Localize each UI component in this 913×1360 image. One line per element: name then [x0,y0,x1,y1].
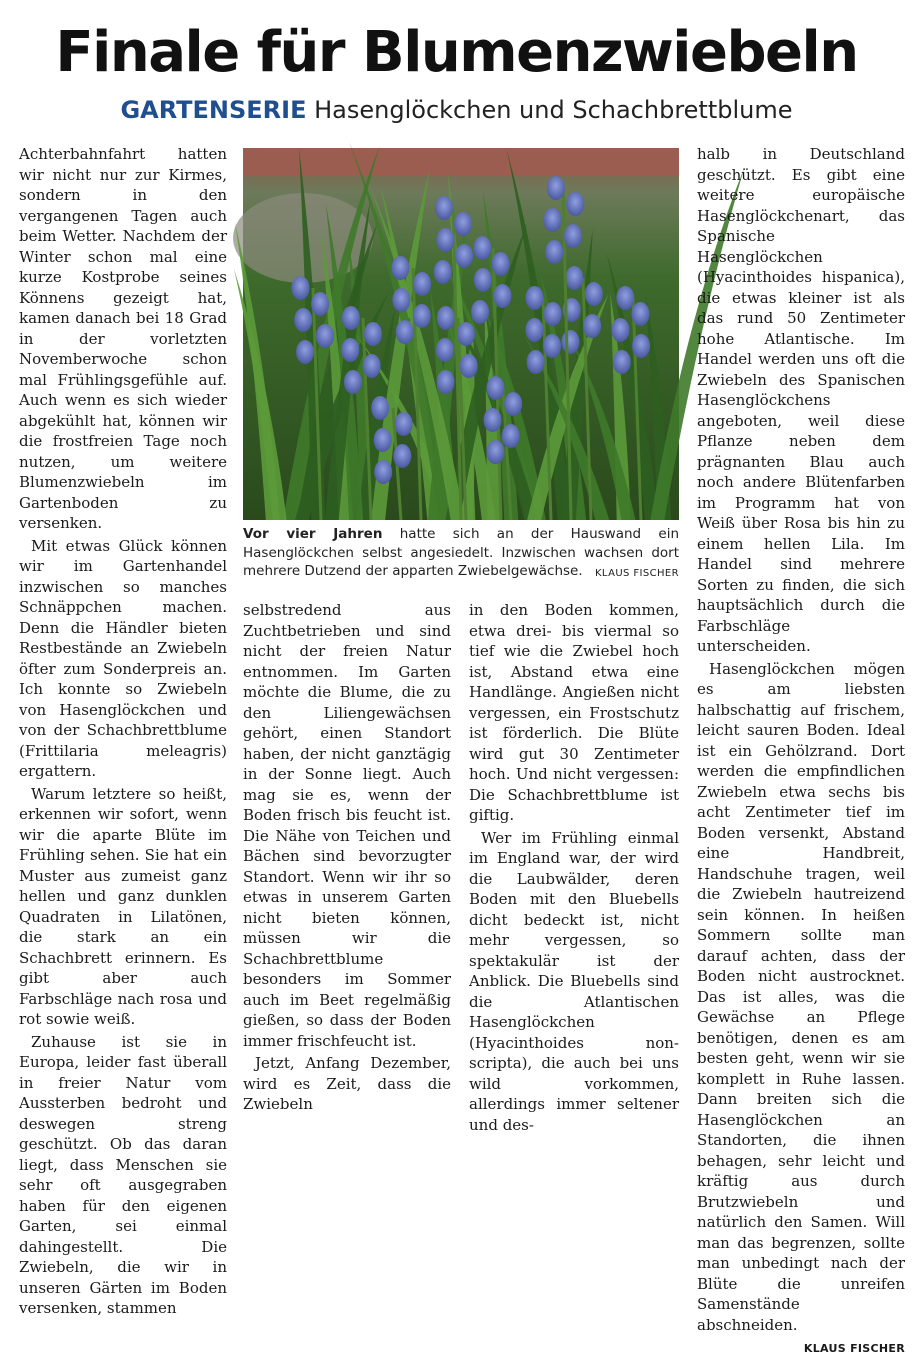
headline: Finale für Blumenzwiebeln [55,20,858,85]
bluebell-blossom [342,306,360,330]
text-column-4 [697,144,905,1360]
bluebell-blossom [543,208,561,232]
bluebell-blossom [545,240,563,264]
bluebell-blossom [413,272,431,296]
bluebell-blossom [435,196,453,220]
bluebell-blossom [525,318,543,342]
paragraph: in den Boden kommen, etwa drei- bis viermal so tief wie die Zwiebel hoch ist, Abstand etwa eine Handlänge. Angießen nicht vergessen, ein Frostschutz ist förderlich. Die Blüte wird gut 30 Zentimeter hoch. Und nicht vergessen: Die Schachbrettblume ist giftig. [469,601,679,824]
bluebell-blossom [396,320,414,344]
paragraph: halb in Deutschland geschützt. Es gibt eine weitere europäische Hasenglöckchenart, das Spanische Hasenglöckchen (Hyacinthoides hispanica), die etwas kleiner ist als das rund 50 Zentimeter hohe Atlantische. Im Handel werden uns oft die Zwiebeln des Spanischen Hasenglöckchens angeboten, weil diese Pflanze neben dem prägnanten Blau auch noch andere Blütenfarben im Programm hat von Weiß über Rosa bis hin zu einem hellen Lila. Im Handel sind mehrere Sorten zu finden, die sich hauptsächlich durch die Farbschläge unterscheiden. [697,145,905,655]
bluebell-blossom [457,322,475,346]
bluebell-blossom [492,252,510,276]
bluebell-blossom [316,324,334,348]
photo-credit: KLAUS FISCHER [594,568,679,579]
bluebell-blossom [564,224,582,248]
bluebell-blossom [493,284,511,308]
bluebell-blossom [474,268,492,292]
bluebell-blossom [364,322,382,346]
paragraph [697,659,905,1355]
caption-text: hatte sich an der Hauswand ein Hasenglöckchen selbst angesiedelt. Inzwischen wachsen dort mehrere Dutzend der apparten Zwiebelgewächse. [243,526,679,579]
paragraph-text: Hasenglöckchen mögen es am liebsten halbschattig auf frischem, leicht sauren Boden. Ideal ist ein Gehölzrand. Dort werden die empfindlichen Zwiebeln etwa sechs bis acht Zentimeter tief im Boden versenkt, Abstand eine Handbreit, Handschuhe tragen, weil die Zwiebeln hautreizend sein können. In heißen Sommern sollte man darauf achten, dass der Boden nicht austrocknet. Das ist alles, was die Gewächse an Pflege benötigen, denen es am besten geht, wenn wir sie komplett in Ruhe lassen. Dann breiten sich die Hasenglöckchen an Standorten, die ihnen behagen, sehr leicht und kräftig aus durch Brutzwiebeln und natürlich den Samen. Will man das begrenzen, sollte man unbedingt nach der Blüte die unreifen Samenstände abschneiden. [697,659,905,1334]
text-column-2 [243,600,451,1117]
bluebell-blossom [437,306,455,330]
bluebell-blossom [616,286,634,310]
bluebell-blossom [436,338,454,362]
paragraph: Jetzt, Anfang Dezember, wird es Zeit, dass die Zwiebeln [243,1054,451,1113]
bluebell-blossom [585,282,603,306]
bluebell-blossom [543,334,561,358]
bluebell-blossom [544,302,562,326]
paragraph: Mit etwas Glück können wir im Gartenhandel inzwischen so manches Schnäppchen machen. Denn die Händler bieten Restbestände an Zwiebeln öfter zum Sonderpreis an. Ich konnte so Zwiebeln von Hasenglöckchen und von der Schachbrettblume (Frittilaria meleagris) ergattern. [19,536,227,780]
bluebell-blossom [613,350,631,374]
bluebell-blossom [391,256,409,280]
bluebell-blossom [455,244,473,268]
bluebell-blossom [436,228,454,252]
bluebell-blossom [565,266,583,290]
caption-lead: Vor vier Jahren [243,526,383,542]
bluebell-blossom [611,318,629,342]
bluebells-photo [243,148,679,520]
bluebell-blossom [566,192,584,216]
paragraph: Achterbahnfahrt hatten wir nicht nur zur Kirmes, sondern in den vergangenen Tagen auch beim Wetter. Nachdem der Winter schon mal eine kurze Kostprobe seines Könnens gezeigt hat, kamen danach bei 18 Grad in der vorletzten Novemberwoche schon mal Frühlingsgefühle auf. Auch wenn es sich wieder abgekühlt hat, können wir die frostfreien Tage noch nutzen, um weitere Blumenzwiebeln im Gartenboden zu versenken. [19,145,227,532]
paragraph: Zuhause ist sie in Europa, leider fast überall in freier Natur vom Aussterben bedroht und deswegen streng geschützt. Ob das daran liegt, dass Menschen sie sehr oft ausgegraben haben für den eigenen Garten, sei einmal dahingestellt. Die Zwiebeln, die wir in unseren Gärten im Boden versenken, stammen [19,1032,227,1317]
bluebell-blossom [311,292,329,316]
paragraph: Wer im Frühling einmal im England war, der wird die Laubwälder, deren Boden mit den Bluebells dicht bedeckt ist, nicht mehr vergessen, so spektakulär ist der Anblick. Die Bluebells sind die Atlantischen Hasenglöckchen (Hyacinthoides non-scripta), die auch bei uns wild vorkommen, allerdings immer seltener und des- [469,828,679,1134]
bluebell-blossom [344,370,362,394]
bluebell-blossom [583,314,601,338]
bluebell-blossom [484,408,502,432]
article-photo [243,148,679,520]
bluebell-blossom [434,260,452,284]
paragraph: selbstredend aus Zuchtbetrieben und sind nicht der freien Natur entnommen. Im Garten möchte die Blume, die zu den Liliengewächsen gehört, einen Standort haben, der nicht ganztägig in der Sonne liegt. Auch mag sie es, wenn der Boden frisch bis feucht ist. Die Nähe von Teichen und Bächen sind bevorzugter Standort. Wenn wir ihr so etwas in unserem Garten nicht bieten können, müssen wir die Schachbrettblume besonders im Sommer auch im Beet regelmäßig gießen, so dass der Boden immer frischfeucht ist. [243,601,451,1050]
subline [0,96,913,125]
bluebell-blossom [486,440,504,464]
bluebell-blossom [291,276,309,300]
bluebell-blossom [341,338,359,362]
bluebell-blossom [460,354,478,378]
bluebell-blossom [395,412,413,436]
bluebell-blossom [374,428,392,452]
bluebell-blossom [473,236,491,260]
bluebell-blossom [296,340,314,364]
subtitle: Hasenglöckchen und Schachbrettblume [314,96,793,124]
bluebell-blossom [631,302,649,326]
brick-wall [243,148,679,176]
author-byline: KLAUS FISCHER [803,1342,905,1355]
bluebell-blossom [363,354,381,378]
photo-caption [243,525,679,584]
bluebell-blossom [561,330,579,354]
bluebell-blossom [294,308,312,332]
bluebell-blossom [526,286,544,310]
bluebell-blossom [502,424,520,448]
text-column-1 [19,144,227,1321]
bluebell-blossom [486,376,504,400]
bluebell-blossom [437,370,455,394]
bluebell-blossom [392,288,410,312]
bluebell-blossom [454,212,472,236]
bluebell-blossom [504,392,522,416]
section-kicker: GARTENSERIE [120,96,307,124]
bluebell-blossom [374,460,392,484]
bluebell-blossom [413,304,431,328]
bluebell-blossom [471,300,489,324]
paragraph: Warum letztere so heißt, erkennen wir sofort, wenn wir die aparte Blüte im Frühling sehen. Sie hat ein Muster aus zumeist ganz hellen und ganz dunklen Quadraten in Lilatönen, die stark an ein Schachbrett erinnern. Es gibt aber auch Farbschläge nach rosa und rot sowie weiß. [19,784,227,1028]
bluebell-blossom [632,334,650,358]
bluebell-blossom [393,444,411,468]
bluebell-blossom [527,350,545,374]
text-column-3 [469,600,679,1137]
bluebell-blossom [547,176,565,200]
bluebell-blossom [371,396,389,420]
